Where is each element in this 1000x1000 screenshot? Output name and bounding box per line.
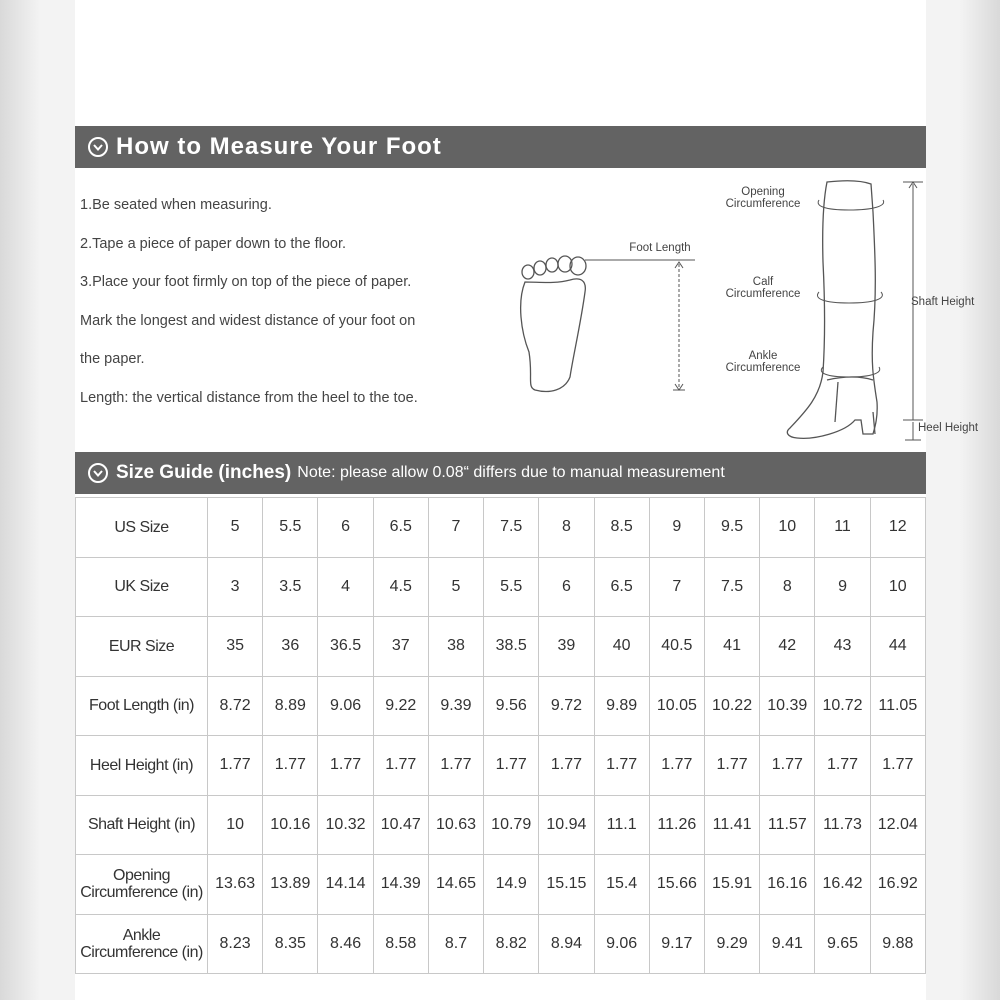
table-row — [76, 676, 926, 736]
measure-steps — [80, 190, 500, 421]
size-cell: 8 — [760, 557, 815, 617]
size-cell: 9.39 — [428, 676, 483, 736]
size-cell: 3.5 — [263, 557, 318, 617]
table-row — [76, 795, 926, 855]
size-cell: 9.88 — [870, 914, 925, 974]
size-cell: 10 — [760, 498, 815, 558]
size-cell: 11.1 — [594, 795, 649, 855]
size-cell: 36.5 — [318, 617, 373, 677]
size-cell: 8.23 — [208, 914, 263, 974]
size-cell: 9.22 — [373, 676, 428, 736]
step-line: 3.Place your foot firmly on top of the piece of paper. — [80, 274, 412, 290]
size-cell: 11.26 — [649, 795, 704, 855]
size-cell: 1.77 — [594, 736, 649, 796]
size-cell: 9 — [649, 498, 704, 558]
size-cell: 11.57 — [760, 795, 815, 855]
row-label: US Size — [76, 498, 208, 558]
size-cell: 6.5 — [373, 498, 428, 558]
size-cell: 12.04 — [870, 795, 925, 855]
size-cell: 1.77 — [208, 736, 263, 796]
size-cell: 1.77 — [649, 736, 704, 796]
table-row — [76, 557, 926, 617]
size-cell: 15.4 — [594, 855, 649, 915]
ankle-circumference-label: Ankle Circumference — [725, 350, 801, 374]
size-cell: 10.32 — [318, 795, 373, 855]
size-cell: 10.47 — [373, 795, 428, 855]
size-cell: 9 — [815, 557, 870, 617]
size-cell: 10.16 — [263, 795, 318, 855]
calf-circumference-label: Calf Circumference — [725, 276, 801, 300]
size-guide-note: Note: please allow 0.08“ differs due to manual measurement — [297, 464, 725, 481]
measurement-diagram — [515, 172, 979, 452]
size-cell: 14.14 — [318, 855, 373, 915]
size-cell: 5 — [208, 498, 263, 558]
size-cell: 13.63 — [208, 855, 263, 915]
size-cell: 6 — [318, 498, 373, 558]
size-cell: 35 — [208, 617, 263, 677]
size-cell: 9.89 — [594, 676, 649, 736]
size-cell: 8.82 — [484, 914, 539, 974]
step-line: the paper. — [80, 351, 145, 367]
size-cell: 1.77 — [373, 736, 428, 796]
size-cell: 15.91 — [704, 855, 759, 915]
row-label: UK Size — [76, 557, 208, 617]
size-cell: 14.9 — [484, 855, 539, 915]
size-cell: 43 — [815, 617, 870, 677]
size-cell: 9.06 — [594, 914, 649, 974]
opening-circumference-label: Opening Circumference — [725, 186, 801, 210]
shaft-height-label: Shaft Height — [911, 296, 975, 308]
size-cell: 8.46 — [318, 914, 373, 974]
size-cell: 11.73 — [815, 795, 870, 855]
size-cell: 13.89 — [263, 855, 318, 915]
size-cell: 8.94 — [539, 914, 594, 974]
table-row — [76, 736, 926, 796]
size-cell: 9.41 — [760, 914, 815, 974]
table-row — [76, 855, 926, 915]
size-cell: 40 — [594, 617, 649, 677]
size-cell: 8.72 — [208, 676, 263, 736]
size-cell: 44 — [870, 617, 925, 677]
size-cell: 1.77 — [760, 736, 815, 796]
size-cell: 1.77 — [428, 736, 483, 796]
size-cell: 1.77 — [704, 736, 759, 796]
size-cell: 38 — [428, 617, 483, 677]
size-cell: 10.72 — [815, 676, 870, 736]
size-cell: 10.39 — [760, 676, 815, 736]
size-cell: 7.5 — [704, 557, 759, 617]
size-cell: 9.65 — [815, 914, 870, 974]
size-cell: 1.77 — [539, 736, 594, 796]
table-row — [76, 498, 926, 558]
size-cell: 10.05 — [649, 676, 704, 736]
size-cell: 9.06 — [318, 676, 373, 736]
size-cell: 9.17 — [649, 914, 704, 974]
size-cell: 12 — [870, 498, 925, 558]
size-cell: 5 — [428, 557, 483, 617]
row-label: Opening Circumference (in) — [76, 855, 208, 915]
size-guide-header-bar — [75, 452, 926, 494]
size-cell: 8.7 — [428, 914, 483, 974]
size-cell: 9.5 — [704, 498, 759, 558]
size-cell: 38.5 — [484, 617, 539, 677]
size-cell: 41 — [704, 617, 759, 677]
size-cell: 11.05 — [870, 676, 925, 736]
size-cell: 1.77 — [870, 736, 925, 796]
size-cell: 8.89 — [263, 676, 318, 736]
step-line: Length: the vertical distance from the heel to the toe. — [80, 389, 418, 406]
foot-and-boot-illustration — [515, 172, 925, 452]
size-cell: 37 — [373, 617, 428, 677]
size-chart-sheet — [75, 0, 979, 1000]
measure-title: How to Measure Your Foot — [116, 133, 442, 160]
step-line: 2.Tape a piece of paper down to the floor. — [80, 235, 347, 252]
size-cell: 8 — [539, 498, 594, 558]
size-cell: 6 — [539, 557, 594, 617]
size-cell: 1.77 — [318, 736, 373, 796]
size-cell: 40.5 — [649, 617, 704, 677]
size-cell: 14.65 — [428, 855, 483, 915]
size-cell: 15.15 — [539, 855, 594, 915]
size-table — [75, 497, 926, 974]
size-cell: 7 — [428, 498, 483, 558]
size-cell: 10.63 — [428, 795, 483, 855]
size-cell: 9.29 — [704, 914, 759, 974]
table-row — [76, 617, 926, 677]
size-cell: 1.77 — [263, 736, 318, 796]
row-label: Shaft Height (in) — [76, 795, 208, 855]
size-cell: 10.94 — [539, 795, 594, 855]
size-cell: 7 — [649, 557, 704, 617]
size-cell: 39 — [539, 617, 594, 677]
size-cell: 36 — [263, 617, 318, 677]
size-cell: 16.16 — [760, 855, 815, 915]
size-cell: 10 — [870, 557, 925, 617]
table-row — [76, 914, 926, 974]
size-cell: 8.58 — [373, 914, 428, 974]
size-cell: 10.79 — [484, 795, 539, 855]
size-cell: 5.5 — [484, 557, 539, 617]
size-cell: 5.5 — [263, 498, 318, 558]
size-cell: 11.41 — [704, 795, 759, 855]
size-cell: 8.5 — [594, 498, 649, 558]
size-cell: 9.72 — [539, 676, 594, 736]
size-cell: 11 — [815, 498, 870, 558]
row-label: Ankle Circumference (in) — [76, 914, 208, 974]
size-cell: 1.77 — [484, 736, 539, 796]
heel-height-label: Heel Height — [918, 422, 979, 434]
size-cell: 10.22 — [704, 676, 759, 736]
size-cell: 7.5 — [484, 498, 539, 558]
step-line: 1.Be seated when measuring. — [80, 197, 272, 213]
size-guide-title: Size Guide (inches) — [116, 462, 292, 483]
size-cell: 16.42 — [815, 855, 870, 915]
size-cell: 10 — [208, 795, 263, 855]
row-label: Heel Height (in) — [76, 736, 208, 796]
row-label: EUR Size — [76, 617, 208, 677]
measure-header-bar — [75, 126, 926, 168]
chevron-down-circle-icon — [88, 463, 108, 483]
foot-length-label: Foot Length — [629, 242, 691, 254]
size-cell: 9.56 — [484, 676, 539, 736]
size-cell: 6.5 — [594, 557, 649, 617]
size-cell: 1.77 — [815, 736, 870, 796]
size-cell: 42 — [760, 617, 815, 677]
size-cell: 4.5 — [373, 557, 428, 617]
size-cell: 4 — [318, 557, 373, 617]
step-line: Mark the longest and widest distance of your foot on — [80, 312, 416, 329]
size-cell: 16.92 — [870, 855, 925, 915]
chevron-down-circle-icon — [88, 137, 108, 157]
row-label: Foot Length (in) — [76, 676, 208, 736]
size-cell: 15.66 — [649, 855, 704, 915]
size-cell: 8.35 — [263, 914, 318, 974]
size-cell: 14.39 — [373, 855, 428, 915]
size-cell: 3 — [208, 557, 263, 617]
